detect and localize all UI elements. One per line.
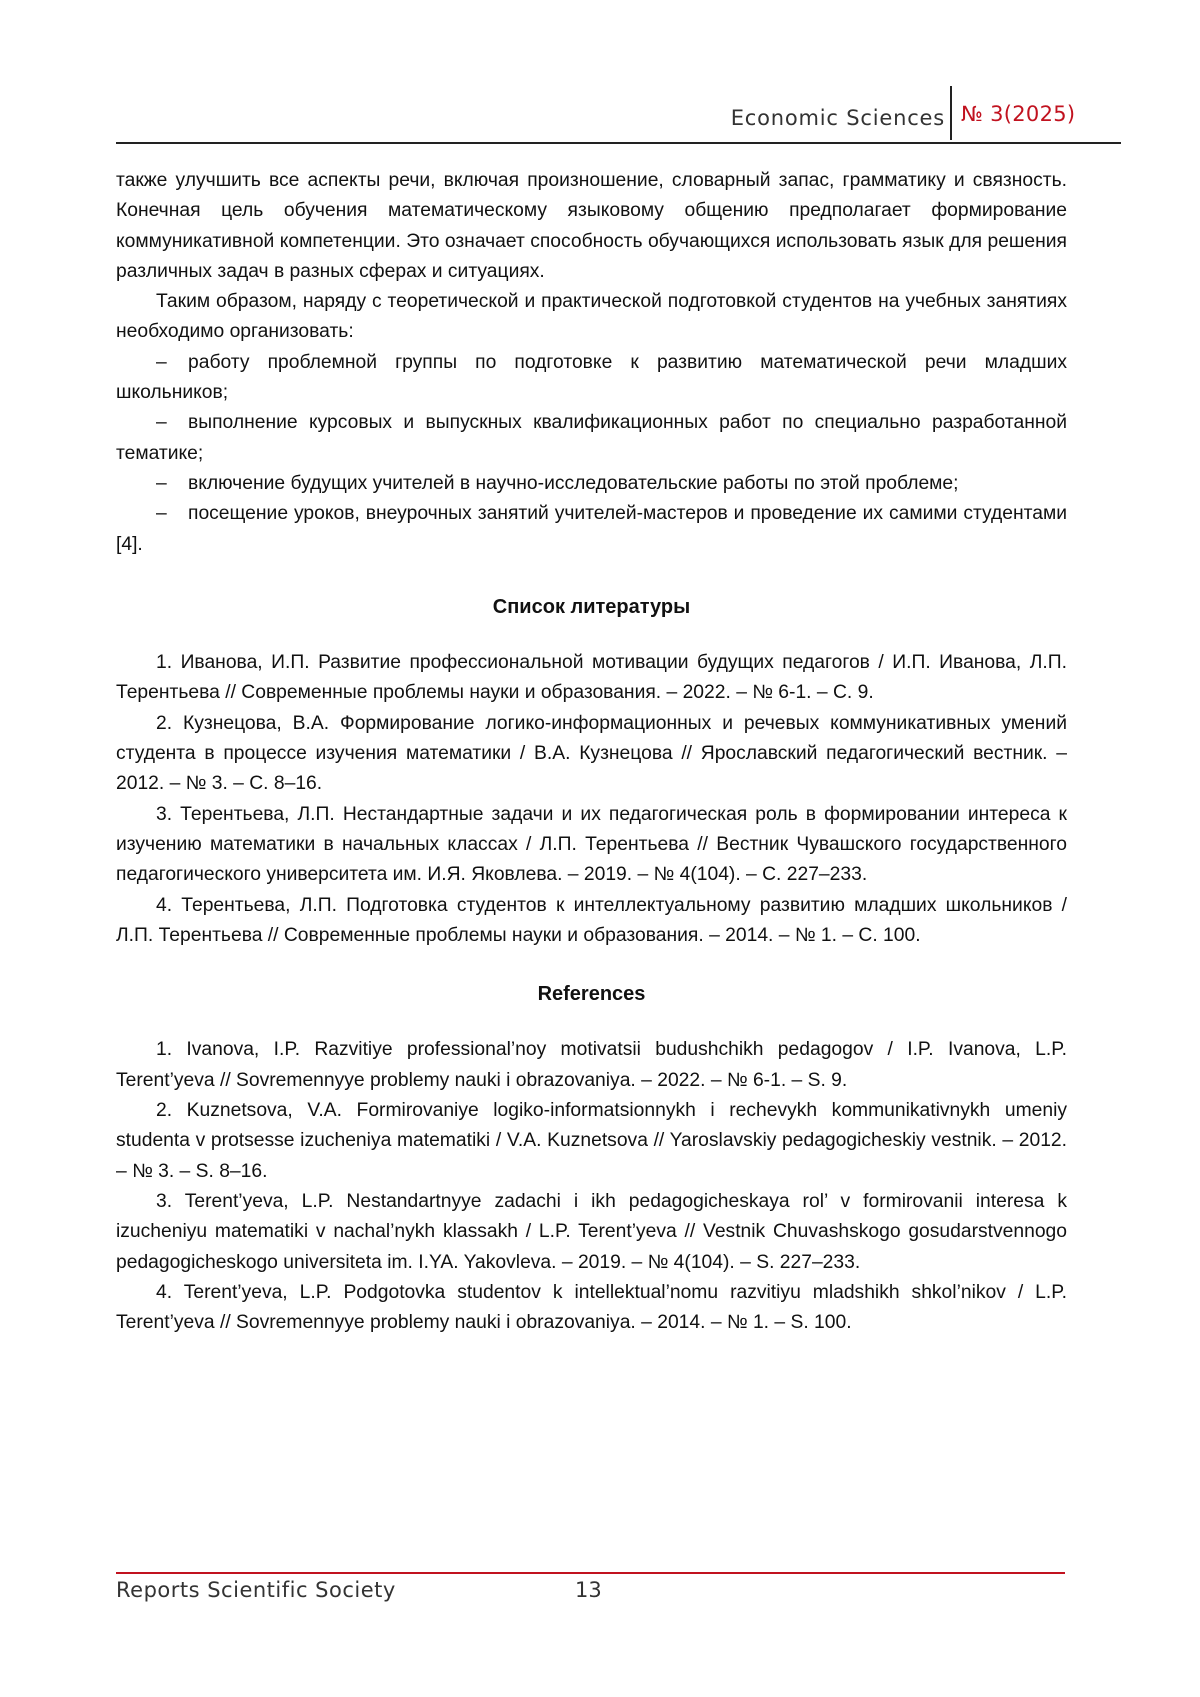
header-divider [950, 86, 952, 140]
list-dash: – [156, 503, 167, 525]
reference-item: 2. Кузнецова, В.А. Формирование логико-информационных и речевых коммуникативных умений студента в процессе изучения математики / В.А. Кузнецова // Ярославский педагогический вестник. – 2012. – № 3. – С. 8–16. [116, 712, 1067, 795]
reference-item: 1. Ivanova, I.P. Razvitiye professional’noy motivatsii budushchikh pedagogov / I.P. Ivanova, L.P. Terent’yeva // Sovremennyye problemy nauki i obrazovaniya. – 2022. – № 6-1. – S. 9. [116, 1039, 1067, 1091]
reference-item: 3. Terent’yeva, L.P. Nestandartnyye zadachi i ikh pedagogicheskaya rol’ v formirovanii interesa k izucheniyu matematiki v nachal’nykh klassakh / L.P. Terent’yeva // Vestnik Chuvashskogo gosudarstvennogo pedagogicheskogo universiteta im. I.YA. Yakovleva. – 2019. – № 4(104). – S. 227–233. [116, 1190, 1067, 1273]
body-paragraph: Таким образом, наряду с теоретической и практической подготовкой студентов на учебных занятиях необходимо организовать: [116, 291, 1067, 343]
page-header [116, 84, 1121, 144]
page-number: 13 [575, 1578, 602, 1602]
list-item-text: работу проблемной группы по подготовке к развитию математической речи младших школьников; [116, 351, 1067, 404]
list-item [116, 469, 1067, 499]
references-ru-title: Список литературы [492, 595, 691, 618]
list-item-text: выполнение курсовых и выпускных квалификационных работ по специально разработанной тематике; [116, 412, 1067, 464]
list-dash: – [156, 472, 167, 494]
list-dash: – [156, 412, 167, 434]
footer-journal-name: Reports Scientific Society [116, 1578, 396, 1602]
reference-item: 3. Терентьева, Л.П. Нестандартные задачи и их педагогическая роль в формировании интереса к изучению математики в начальных классах / Л.П. Терентьева // Вестник Чувашского государственного педагогического университета им. И.Я. Яковлева. – 2019. – № 4(104). – С. 227–233. [116, 803, 1067, 886]
header-issue-number: № 3(2025) [961, 102, 1076, 126]
footer-rule [116, 1572, 1065, 1574]
reference-item: 1. Иванова, И.П. Развитие профессиональной мотивации будущих педагогов / И.П. Иванова, Л.П. Терентьева // Современные проблемы науки и образования. – 2022. – № 6-1. – С. 9. [116, 652, 1067, 704]
list-item [116, 499, 1067, 560]
list-item [116, 348, 1067, 409]
list-item-text: посещение уроков, внеурочных занятий учителей-мастеров и проведение их самими студентами [4]. [116, 503, 1067, 555]
header-journal-name: Economic Sciences [730, 106, 945, 130]
references-en-title: References [537, 983, 646, 1006]
reference-item: 4. Terent’yeva, L.P. Podgotovka studentov k intellektual’nomu razvitiyu mladshikh shkol’nikov / L.P. Terent’yeva // Sovremennyye problemy nauki i obrazovaniya. – 2014. – № 1. – S. 100. [116, 1281, 1067, 1334]
list-item [116, 408, 1067, 469]
list-dash: – [156, 351, 167, 373]
body-paragraph: также улучшить все аспекты речи, включая произношение, словарный запас, грамматику и связность. Конечная цель обучения математическому языковому общению предполагает формирование коммуникативной компетенции. Это означает способность обучающихся использовать язык для решения различных задач в разных сферах и ситуациях. [116, 170, 1067, 282]
main-content [116, 166, 1067, 1338]
reference-item: 2. Kuznetsova, V.A. Formirovaniye logiko-informatsionnykh i rechevykh kommunikativnykh umeniy studenta v protsesse izucheniya matematiki / V.A. Kuznetsova // Yaroslavskiy pedagogicheskiy vestnik. – 2012. – № 3. – S. 8–16. [116, 1100, 1067, 1182]
reference-item: 4. Терентьева, Л.П. Подготовка студентов к интеллектуальному развитию младших школьников / Л.П. Терентьева // Современные проблемы науки и образования. – 2014. – № 1. – С. 100. [116, 894, 1067, 946]
list-item-text: включение будущих учителей в научно-исследовательские работы по этой проблеме; [188, 472, 959, 494]
